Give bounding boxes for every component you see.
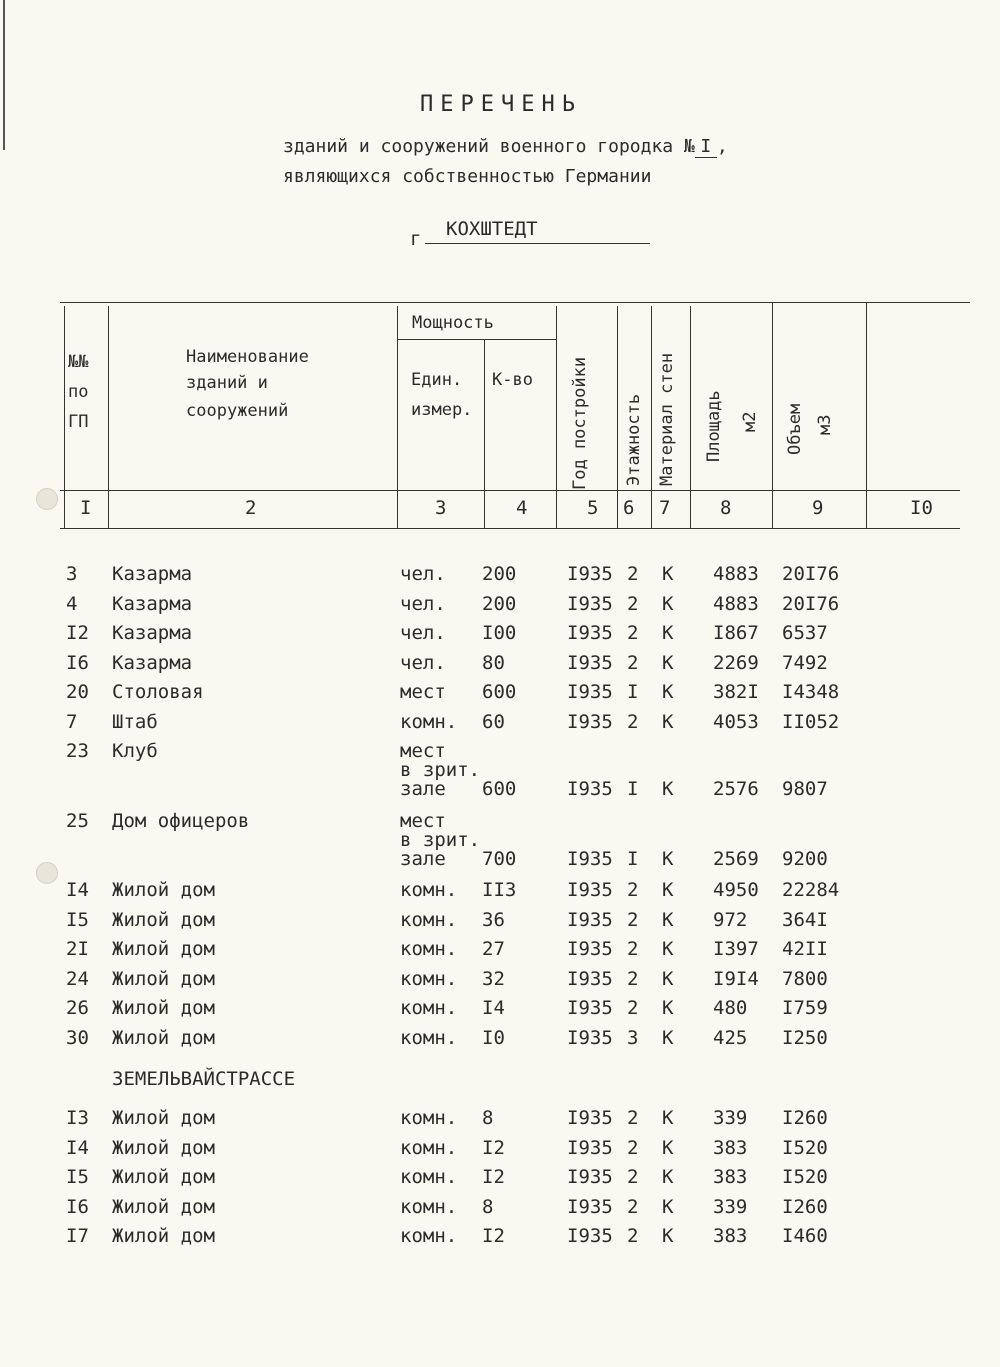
year-built: I935 bbox=[567, 938, 613, 960]
col-line-9 bbox=[866, 302, 867, 528]
volume: I260 bbox=[782, 1107, 828, 1129]
building-name: Жилой дом bbox=[112, 1225, 215, 1247]
wall-material: К bbox=[662, 710, 674, 733]
volume: I250 bbox=[782, 1026, 828, 1049]
colnum-6: 6 bbox=[623, 497, 635, 519]
volume: I520 bbox=[782, 1136, 828, 1159]
unit-header bbox=[411, 365, 472, 425]
year-built: I935 bbox=[567, 778, 613, 800]
volume: I4348 bbox=[782, 681, 840, 703]
unit-l1: Един. bbox=[411, 370, 463, 390]
wall-material: К bbox=[662, 997, 674, 1019]
row-number: I5 bbox=[66, 1166, 89, 1188]
volume: 20I76 bbox=[782, 592, 840, 615]
row-number: 26 bbox=[66, 997, 89, 1019]
col2-l3: сооружений bbox=[186, 401, 289, 421]
unit: комн. bbox=[400, 879, 458, 901]
wall-material: К bbox=[662, 1225, 674, 1247]
volume: II052 bbox=[782, 710, 840, 733]
year-built: I935 bbox=[567, 622, 613, 644]
colnum-1: I bbox=[80, 497, 92, 519]
row-number: 2I bbox=[66, 938, 89, 960]
floors: 2 bbox=[627, 710, 639, 733]
floors-header: Этажность bbox=[624, 393, 644, 486]
unit: комн. bbox=[400, 967, 458, 990]
col-line-0 bbox=[64, 306, 65, 528]
wall-material: К bbox=[662, 1107, 674, 1129]
floors: 2 bbox=[627, 967, 639, 990]
section-heading: ЗЕМЕЛЬВАЙСТРАССЕ bbox=[112, 1068, 296, 1090]
col1-l1: №№ bbox=[68, 352, 89, 372]
document-title: ПЕРЕЧЕНЬ bbox=[420, 92, 582, 117]
wall-material: К bbox=[662, 1136, 674, 1159]
colnum-2: 2 bbox=[245, 497, 257, 519]
year-built: I935 bbox=[567, 997, 613, 1019]
area: 339 bbox=[713, 1195, 748, 1218]
area: 2576 bbox=[713, 778, 759, 800]
col1-header bbox=[68, 347, 88, 437]
unit: мест bbox=[400, 681, 446, 703]
floors: 2 bbox=[627, 592, 639, 615]
area: 480 bbox=[713, 997, 748, 1019]
unit: комн. bbox=[400, 710, 458, 733]
col-line-5 bbox=[617, 306, 618, 528]
quantity: I2 bbox=[482, 1166, 505, 1188]
area: 383 bbox=[713, 1166, 748, 1188]
unit: чел. bbox=[400, 622, 446, 644]
floors: 2 bbox=[627, 938, 639, 960]
unit: чел. bbox=[400, 592, 446, 615]
volume: 7800 bbox=[782, 967, 828, 990]
area: 2269 bbox=[713, 651, 759, 674]
building-name: Штаб bbox=[112, 710, 158, 733]
quantity: 600 bbox=[482, 778, 517, 800]
area-header-l2: м2 bbox=[740, 411, 760, 432]
quantity: I2 bbox=[482, 1136, 505, 1159]
floors: 2 bbox=[627, 1136, 639, 1159]
unit: в зрит. bbox=[400, 828, 481, 851]
col-line-4 bbox=[556, 306, 557, 528]
year-built: I935 bbox=[567, 967, 613, 990]
area: 382I bbox=[713, 681, 759, 703]
area: 972 bbox=[713, 908, 748, 931]
material-header: Материал стен bbox=[657, 352, 677, 486]
quantity: II3 bbox=[482, 879, 517, 901]
volume: 42II bbox=[782, 938, 828, 960]
building-name: Жилой дом bbox=[112, 1136, 215, 1159]
wall-material: К bbox=[662, 622, 674, 644]
volume: I520 bbox=[782, 1166, 828, 1188]
wall-material: К bbox=[662, 563, 674, 585]
building-name: Дом офицеров bbox=[112, 809, 250, 832]
quantity: I4 bbox=[482, 997, 505, 1019]
floors: 3 bbox=[627, 1026, 639, 1049]
wall-material: К bbox=[662, 938, 674, 960]
row-number: 20 bbox=[66, 681, 89, 703]
quantity: 600 bbox=[482, 681, 517, 703]
col-line-6 bbox=[651, 306, 652, 528]
year-built: I935 bbox=[567, 710, 613, 733]
quantity: I00 bbox=[482, 622, 517, 644]
row-number: 25 bbox=[66, 809, 89, 832]
col1-l3: ГП bbox=[68, 412, 89, 432]
area: I9I4 bbox=[713, 967, 759, 990]
quantity: 27 bbox=[482, 938, 505, 960]
city-underline bbox=[425, 243, 650, 244]
punch-hole-top bbox=[36, 488, 58, 510]
wall-material: К bbox=[662, 908, 674, 931]
unit: чел. bbox=[400, 563, 446, 585]
row-number: I4 bbox=[66, 879, 89, 901]
city-name: КОХШТЕДТ bbox=[446, 218, 538, 240]
wall-material: К bbox=[662, 1166, 674, 1188]
building-name: Жилой дом bbox=[112, 1195, 215, 1218]
volume: 22284 bbox=[782, 879, 840, 901]
floors: I bbox=[627, 778, 639, 800]
floors: 2 bbox=[627, 879, 639, 901]
area: I867 bbox=[713, 622, 759, 644]
unit: зале bbox=[400, 847, 446, 870]
col2-l1: Наименование bbox=[186, 347, 309, 367]
area: 4950 bbox=[713, 879, 759, 901]
floors: I bbox=[627, 847, 639, 870]
wall-material: К bbox=[662, 1026, 674, 1049]
row-number: I6 bbox=[66, 1195, 89, 1218]
building-name: Казарма bbox=[112, 651, 193, 674]
unit: мест bbox=[400, 740, 446, 762]
volume: I759 bbox=[782, 997, 828, 1019]
floors: 2 bbox=[627, 563, 639, 585]
wall-material: К bbox=[662, 778, 674, 800]
quantity: 200 bbox=[482, 592, 517, 615]
year-header: Год постройки bbox=[570, 356, 590, 490]
year-built: I935 bbox=[567, 908, 613, 931]
year-built: I935 bbox=[567, 592, 613, 615]
area: 425 bbox=[713, 1026, 748, 1049]
area-header-l1: Площадь bbox=[704, 390, 724, 462]
quantity: I0 bbox=[482, 1026, 505, 1049]
volume: 9807 bbox=[782, 778, 828, 800]
capacity-sub-line bbox=[398, 339, 556, 340]
quantity: I2 bbox=[482, 1225, 505, 1247]
volume: 20I76 bbox=[782, 563, 840, 585]
floors: 2 bbox=[627, 651, 639, 674]
quantity: 80 bbox=[482, 651, 505, 674]
building-name: Жилой дом bbox=[112, 967, 215, 990]
row-number: 7 bbox=[66, 710, 78, 733]
floors: 2 bbox=[627, 1195, 639, 1218]
unit: мест bbox=[400, 809, 446, 832]
wall-material: К bbox=[662, 847, 674, 870]
volume: 364I bbox=[782, 908, 828, 931]
volume: 7492 bbox=[782, 651, 828, 674]
floors: 2 bbox=[627, 1107, 639, 1129]
quantity: 32 bbox=[482, 967, 505, 990]
building-name: Жилой дом bbox=[112, 997, 215, 1019]
year-built: I935 bbox=[567, 1026, 613, 1049]
col-line-8 bbox=[772, 302, 773, 528]
unit: комн. bbox=[400, 1166, 458, 1188]
city-prefix: г bbox=[410, 228, 422, 250]
volume: I460 bbox=[782, 1225, 828, 1247]
floors: 2 bbox=[627, 908, 639, 931]
punch-hole-bottom bbox=[36, 862, 58, 884]
area: 383 bbox=[713, 1225, 748, 1247]
building-name: Жилой дом bbox=[112, 1166, 215, 1188]
floors: 2 bbox=[627, 1166, 639, 1188]
wall-material: К bbox=[662, 1195, 674, 1218]
row-number: I3 bbox=[66, 1107, 89, 1129]
building-name: Жилой дом bbox=[112, 1026, 215, 1049]
quantity: 8 bbox=[482, 1107, 494, 1129]
col2-header bbox=[186, 342, 309, 426]
col2-l2: зданий и bbox=[186, 373, 268, 393]
unit-l2: измер. bbox=[411, 400, 473, 420]
quantity: 700 bbox=[482, 847, 517, 870]
col-line-1 bbox=[108, 306, 109, 528]
wall-material: К bbox=[662, 651, 674, 674]
wall-material: К bbox=[662, 967, 674, 990]
year-built: I935 bbox=[567, 1225, 613, 1247]
building-name: Жилой дом bbox=[112, 908, 215, 931]
unit: комн. bbox=[400, 1107, 458, 1129]
volume: I260 bbox=[782, 1195, 828, 1218]
area: I397 bbox=[713, 938, 759, 960]
area: 4883 bbox=[713, 563, 759, 585]
year-built: I935 bbox=[567, 651, 613, 674]
building-name: Казарма bbox=[112, 592, 193, 615]
building-name: Клуб bbox=[112, 740, 158, 762]
row-number: I6 bbox=[66, 651, 89, 674]
unit: комн. bbox=[400, 938, 458, 960]
unit: комн. bbox=[400, 1195, 458, 1218]
year-built: I935 bbox=[567, 563, 613, 585]
subtitle-text-1: зданий и сооружений военного городка № bbox=[283, 136, 695, 157]
floors: 2 bbox=[627, 622, 639, 644]
row-number: 24 bbox=[66, 967, 89, 990]
subtitle-line-2: являющихся собственностью Германии bbox=[283, 166, 652, 187]
quantity: 8 bbox=[482, 1195, 494, 1218]
building-name: Казарма bbox=[112, 622, 193, 644]
volume-header-l1: Объем bbox=[785, 403, 805, 455]
floors: I bbox=[627, 681, 639, 703]
building-name: Казарма bbox=[112, 563, 193, 585]
row-number: I5 bbox=[66, 908, 89, 931]
year-built: I935 bbox=[567, 1136, 613, 1159]
floors: 2 bbox=[627, 997, 639, 1019]
unit: комн. bbox=[400, 1136, 458, 1159]
year-built: I935 bbox=[567, 681, 613, 703]
row-number: 4 bbox=[66, 592, 78, 615]
volume: 9200 bbox=[782, 847, 828, 870]
col1-l2: по bbox=[68, 382, 89, 402]
year-built: I935 bbox=[567, 879, 613, 901]
volume: 6537 bbox=[782, 622, 828, 644]
subtitle-line-1 bbox=[283, 136, 728, 158]
unit: комн. bbox=[400, 1026, 458, 1049]
row-number: I4 bbox=[66, 1136, 89, 1159]
row-number: 23 bbox=[66, 740, 89, 762]
capacity-header: Мощность bbox=[412, 313, 494, 333]
unit: комн. bbox=[400, 997, 458, 1019]
qty-header: К-во bbox=[492, 370, 533, 390]
volume-header-l2: м3 bbox=[815, 414, 835, 435]
row-number: 3 bbox=[66, 563, 78, 585]
quantity: 36 bbox=[482, 908, 505, 931]
unit: в зрит. bbox=[400, 759, 481, 781]
unit: чел. bbox=[400, 651, 446, 674]
header-top-line bbox=[60, 302, 970, 303]
town-number: I bbox=[695, 136, 717, 158]
row-number: I2 bbox=[66, 622, 89, 644]
colnum-3: 3 bbox=[435, 497, 447, 519]
building-name: Жилой дом bbox=[112, 879, 215, 901]
building-name: Жилой дом bbox=[112, 1107, 215, 1129]
wall-material: К bbox=[662, 592, 674, 615]
colnum-7: 7 bbox=[659, 497, 671, 519]
year-built: I935 bbox=[567, 1166, 613, 1188]
colnum-5: 5 bbox=[587, 497, 599, 519]
wall-material: К bbox=[662, 681, 674, 703]
area: 2569 bbox=[713, 847, 759, 870]
colnum-4: 4 bbox=[516, 497, 528, 519]
row-number: 30 bbox=[66, 1026, 89, 1049]
area: 4053 bbox=[713, 710, 759, 733]
row-number: I7 bbox=[66, 1225, 89, 1247]
building-name: Жилой дом bbox=[112, 938, 215, 960]
area: 339 bbox=[713, 1107, 748, 1129]
year-built: I935 bbox=[567, 1195, 613, 1218]
floors: 2 bbox=[627, 1225, 639, 1247]
unit: зале bbox=[400, 778, 446, 800]
unit: комн. bbox=[400, 1225, 458, 1247]
col-line-2 bbox=[397, 306, 398, 528]
header-bottom-line bbox=[60, 490, 960, 491]
col-line-3 bbox=[484, 339, 485, 528]
quantity: 60 bbox=[482, 710, 505, 733]
col-line-7 bbox=[690, 306, 691, 528]
area: 4883 bbox=[713, 592, 759, 615]
unit: комн. bbox=[400, 908, 458, 931]
numbers-bottom-line bbox=[60, 528, 960, 529]
area: 383 bbox=[713, 1136, 748, 1159]
colnum-8: 8 bbox=[720, 497, 732, 519]
colnum-9: 9 bbox=[812, 497, 824, 519]
building-name: Столовая bbox=[112, 681, 204, 703]
wall-material: К bbox=[662, 879, 674, 901]
subtitle-comma: , bbox=[716, 136, 728, 157]
year-built: I935 bbox=[567, 1107, 613, 1129]
quantity: 200 bbox=[482, 563, 517, 585]
year-built: I935 bbox=[567, 847, 613, 870]
paper-edge-left bbox=[3, 0, 5, 150]
colnum-10: I0 bbox=[910, 497, 933, 519]
